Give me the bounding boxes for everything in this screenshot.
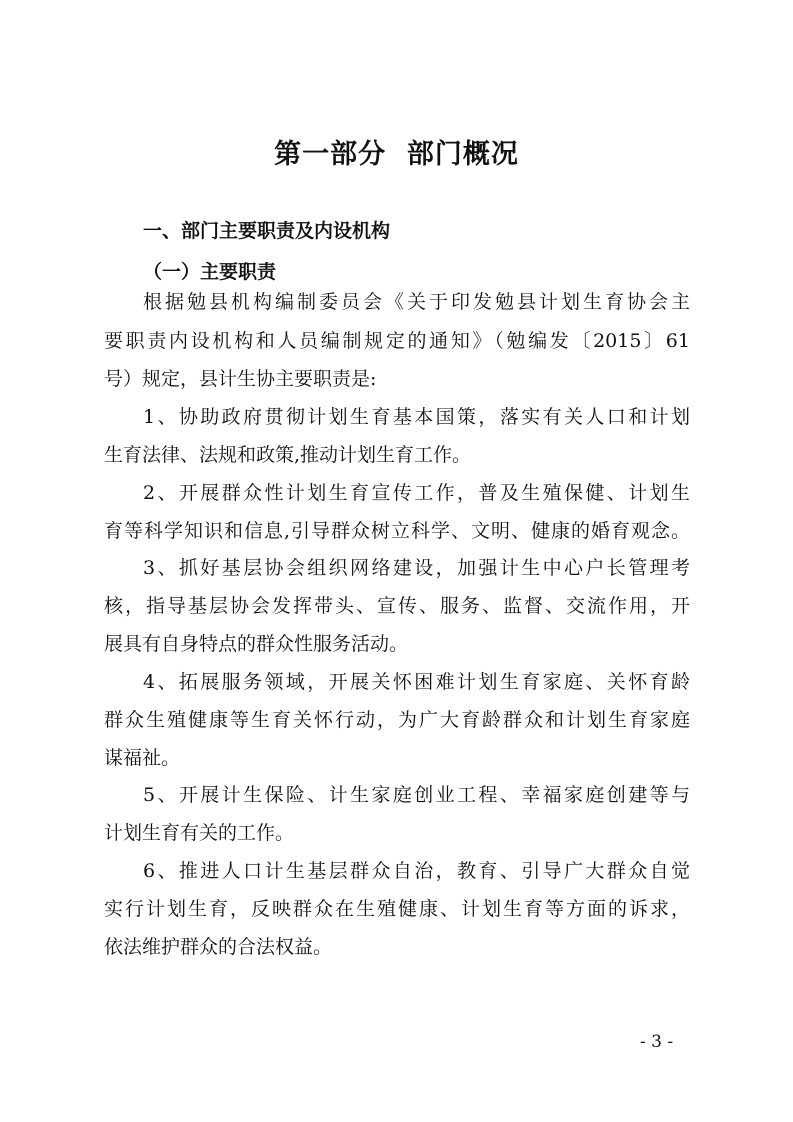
section-heading: 一、部门主要职责及内设机构	[143, 220, 391, 242]
paragraph-line: 实行计划生育，反映群众在生殖健康、计划生育等方面的诉求，	[104, 898, 690, 920]
paragraph-line: 展具有自身特点的群众性服务活动。	[104, 633, 409, 655]
paragraph-line: 育等科学知识和信息,引导群众树立科学、文明、健康的婚育观念。	[104, 520, 690, 542]
paragraph-line: 根据勉县机构编制委员会《关于印发勉县计划生育协会主	[143, 291, 690, 313]
page-number: - 3 -	[640, 1032, 674, 1052]
paragraph-line: 核，指导基层协会发挥带头、宣传、服务、监督、交流作用，开	[104, 595, 690, 617]
paragraph-line: 2、开展群众性计划生育宣传工作，普及生殖保健、计划生	[143, 482, 690, 504]
paragraph-line: 号）规定，县计生协主要职责是:	[104, 368, 377, 390]
subsection-heading: （一）主要职责	[143, 261, 277, 283]
paragraph-line: 6、推进人口计生基层群众自治，教育、引导广大群众自觉	[143, 860, 690, 882]
paragraph-line: 谋福祉。	[104, 747, 181, 769]
paragraph-line: 依法维护群众的合法权益。	[104, 936, 333, 958]
paragraph-line: 5、开展计生保险、计生家庭创业工程、幸福家庭创建等与	[143, 784, 690, 806]
paragraph-line: 生育法律、法规和政策,推动计划生育工作。	[104, 444, 472, 466]
paragraph-line: 1、协助政府贯彻计划生育基本国策，落实有关人口和计划	[143, 406, 690, 428]
paragraph-line: 要职责内设机构和人员编制规定的通知》（勉编发〔2015〕61	[104, 330, 690, 352]
paragraph-line: 4、拓展服务领域，开展关怀困难计划生育家庭、关怀育龄	[143, 671, 690, 693]
paragraph-line: 3、抓好基层协会组织网络建设，加强计生中心户长管理考	[143, 557, 690, 579]
paragraph-line: 计划生育有关的工作。	[104, 822, 295, 844]
page-title: 第一部分 部门概况	[274, 139, 519, 170]
paragraph-line: 群众生殖健康等生育关怀行动，为广大育龄群众和计划生育家庭	[104, 709, 690, 731]
